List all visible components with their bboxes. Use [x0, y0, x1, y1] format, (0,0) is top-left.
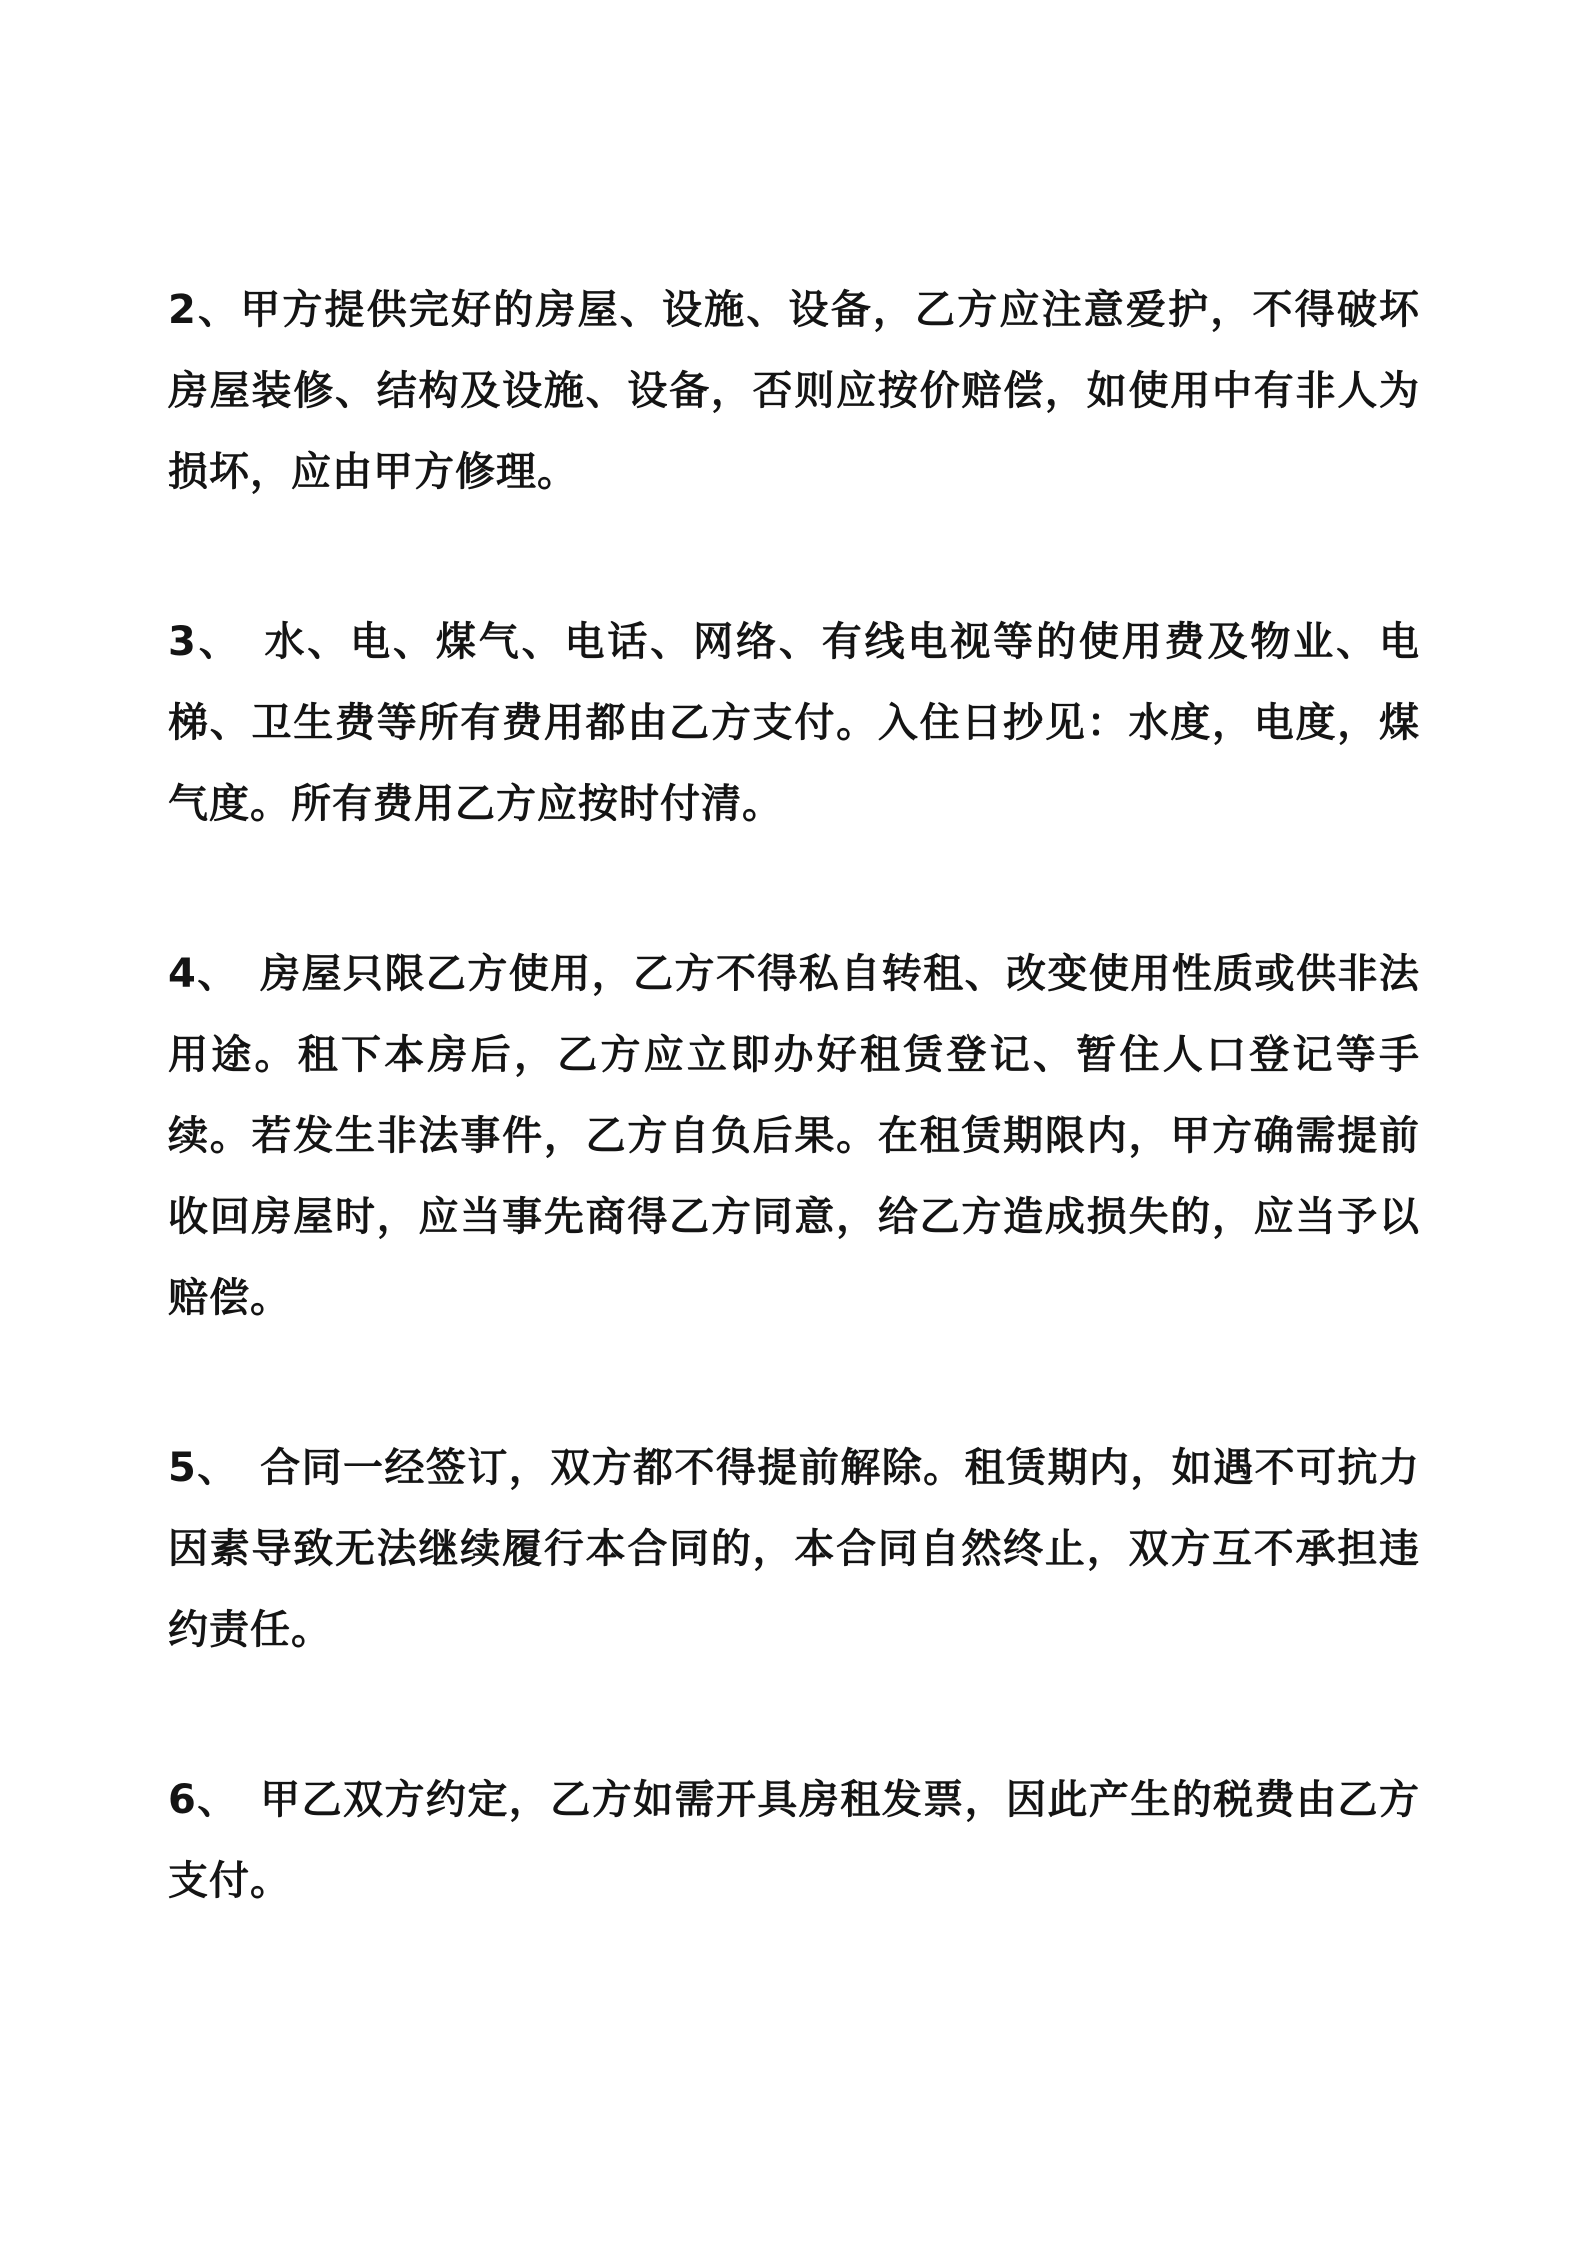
clause-2: [168, 270, 1420, 513]
clause-4-number: 4、: [168, 951, 261, 997]
clause-3-number: 3、: [168, 619, 265, 665]
clause-6-text: 甲乙双方约定，乙方如需开具房租发票，因此产生的税费由乙方支付。: [168, 1777, 1420, 1904]
contract-text-block: [168, 270, 1420, 1922]
clause-2-text: 甲方提供完好的房屋、设施、设备，乙方应注意爱护，不得破坏房屋装修、结构及设施、设备，否则应按价赔偿，如使用中有非人为损坏，应由甲方修理。: [168, 287, 1421, 495]
clause-3-text: 水、电、煤气、电话、网络、有线电视等的使用费及物业、电梯、卫生费等所有费用都由乙方支付。入住日抄见：水度，电度，煤气度。所有费用乙方应按时付清。: [168, 619, 1420, 827]
clause-5-number: 5、: [168, 1445, 261, 1491]
clause-2-number: 2、: [168, 287, 241, 333]
clause-5-text: 合同一经签订，双方都不得提前解除。租赁期内，如遇不可抗力因素导致无法继续履行本合同的，本合同自然终止，双方互不承担违约责任。: [168, 1445, 1420, 1653]
clause-3: [168, 602, 1420, 845]
clause-5: [168, 1428, 1420, 1671]
clause-6-number: 6、: [168, 1777, 261, 1823]
clause-4: [168, 934, 1420, 1339]
clause-4-text: 房屋只限乙方使用，乙方不得私自转租、改变使用性质或供非法用途。租下本房后，乙方应立即办好租赁登记、暂住人口登记等手续。若发生非法事件，乙方自负后果。在租赁期限内，甲方确需提前收回房屋时，应当事先商得乙方同意，给乙方造成损失的，应当予以赔偿。: [168, 951, 1420, 1321]
clause-6: [168, 1760, 1420, 1922]
